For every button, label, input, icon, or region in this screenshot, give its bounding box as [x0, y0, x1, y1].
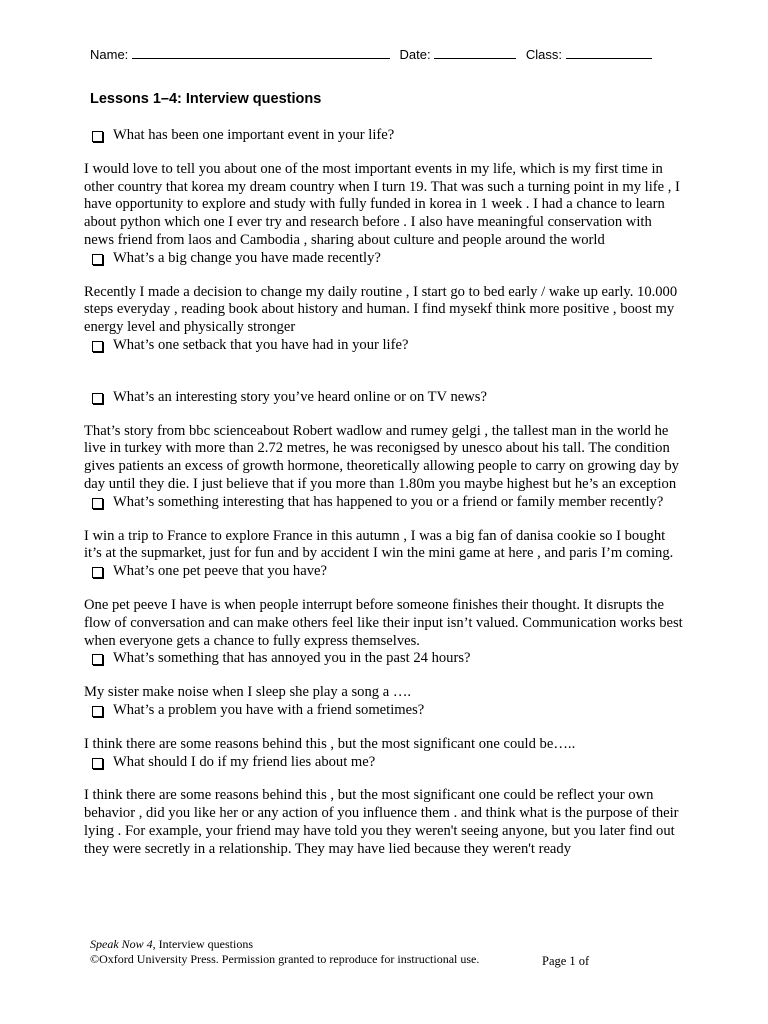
question-text: What should I do if my friend lies about me?: [113, 753, 376, 770]
question-item: [84, 702, 684, 720]
checkbox-icon[interactable]: [92, 131, 103, 142]
checkbox-icon[interactable]: [92, 341, 103, 352]
answer-text: I would love to tell you about one of the most important events in my life, which is my first time in other country that korea my dream country when I turn 19. That was such a turning point in my life , I have opportunity to explore and study with fully funded in korea in 1 week . I had a chance to learn about python which one I ever try and research before . I also have meaningful conservation with news friend from laos and Cambodia , sharing about culture and people around the world: [84, 160, 680, 248]
checkbox-icon[interactable]: [92, 567, 103, 578]
date-label: Date:: [399, 47, 431, 62]
question-text: What’s a problem you have with a friend sometimes?: [113, 701, 425, 718]
answer-text: I think there are some reasons behind this , but the most significant one could be…..: [84, 735, 576, 752]
answer-text: I think there are some reasons behind this , but the most significant one could be reflect your own behavior , did you like her or any action of you influence them . and think what is the purpose of their lying . For example, your friend may have told you they weren't seeing anyone, but you later find out they were secretly in a relationship. They may have lied because they weren't ready: [84, 787, 679, 857]
class-label: Class:: [525, 47, 562, 62]
answer-text: My sister make noise when I sleep she play a song a ….: [84, 684, 412, 701]
answer-text: Recently I made a decision to change my daily routine , I start go to bed early / wake up early. 10.000 steps everyday , reading book about history and human. I find mysekf think more positive , boost my energy level and physically stronger: [84, 283, 678, 336]
student-info-row: [90, 46, 658, 62]
book-suffix: , Interview questions: [152, 937, 253, 951]
question-item: [84, 754, 684, 772]
question-item: [84, 250, 684, 268]
answer-text: One pet peeve I have is when people interrupt before someone finishes their thought. It disrupts the flow of conversation and can make others feel like their input isn’t valued. Communication works best when everyone gets a chance to fully express themselves.: [84, 596, 683, 649]
class-field[interactable]: [566, 46, 652, 59]
checkbox-icon[interactable]: [92, 706, 103, 717]
checkbox-icon[interactable]: [92, 393, 103, 404]
question-text: What’s one setback that you have had in your life?: [113, 336, 409, 353]
question-item: [84, 563, 684, 581]
question-text: What’s an interesting story you’ve heard online or on TV news?: [113, 388, 487, 405]
question-text: What’s something that has annoyed you in the past 24 hours?: [113, 650, 471, 667]
question-text: What’s a big change you have made recently?: [113, 249, 381, 266]
date-field[interactable]: [434, 46, 516, 59]
question-item: [84, 650, 684, 668]
question-text: What’s something interesting that has happened to you or a friend or family member recently?: [113, 493, 664, 510]
question-text: What’s one pet peeve that you have?: [113, 563, 327, 580]
page-footer: [90, 937, 650, 967]
checkbox-icon[interactable]: [92, 654, 103, 665]
question-item: [84, 494, 684, 512]
answer-text: I win a trip to France to explore France in this autumn , I was a big fan of danisa cookie so I bought it’s at the supmarket, just for fun and by accident I win the mini game at here , and paris I’m coming.: [84, 527, 674, 562]
question-item: [84, 127, 684, 145]
question-item: [84, 337, 684, 355]
footer-book-line: [90, 937, 650, 952]
checkbox-icon[interactable]: [92, 498, 103, 509]
checkbox-icon[interactable]: [92, 758, 103, 769]
answer-text: That’s story from bbc scienceabout Robert wadlow and rumey gelgi , the tallest man in the world he live in turkey with more than 2.72 metres, he was reconigsed by unesco about his tall. The condition gives patients an excess of growth hormone, theoretically allowing people to carry on growing day by day until they die. I just believe that if you more than 1.80m you maybe highest but he’s an exception: [84, 422, 679, 492]
page-number: Page 1 of: [542, 954, 590, 968]
book-title: Speak Now 4: [90, 937, 153, 951]
interview-content: [84, 127, 684, 859]
name-label: Name:: [90, 47, 129, 62]
question-text: What has been one important event in your life?: [113, 127, 395, 143]
page-title: Lessons 1–4: Interview questions: [90, 91, 322, 107]
copyright-notice: ©Oxford University Press. Permission granted to reproduce for instructional use.: [90, 952, 480, 966]
question-item: [84, 389, 684, 407]
name-field[interactable]: [132, 46, 390, 59]
checkbox-icon[interactable]: [92, 254, 103, 265]
